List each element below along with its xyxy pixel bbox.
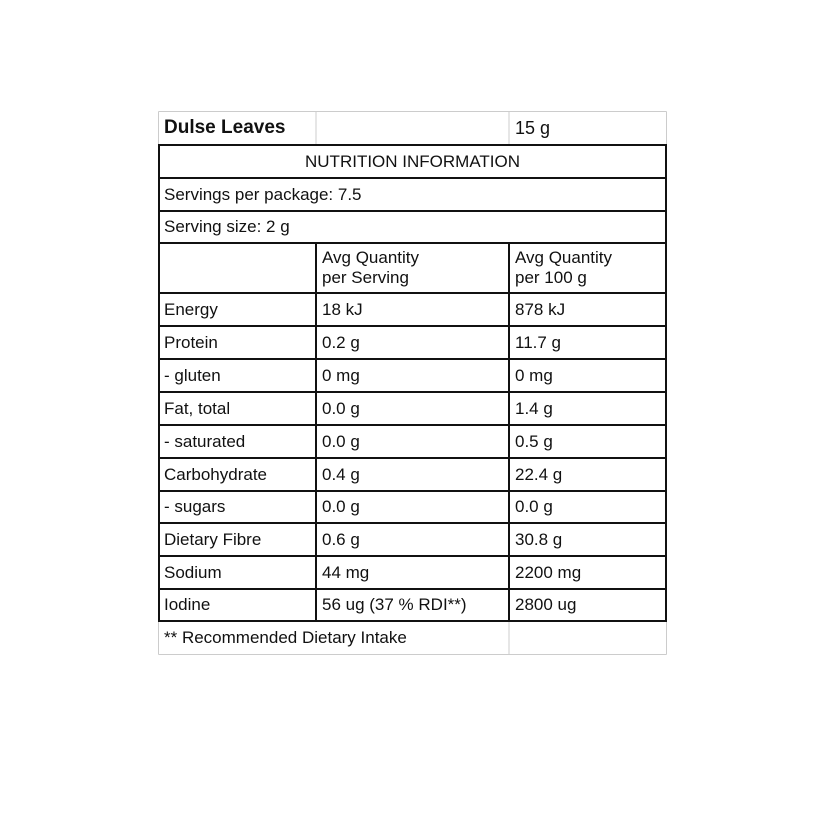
row-label: Protein: [164, 332, 218, 352]
row-per-100g: 878 kJ: [515, 299, 566, 319]
row-label: Dietary Fibre: [164, 529, 262, 549]
row-label: - gluten: [164, 365, 221, 385]
row-per-serving: 0.2 g: [322, 332, 360, 352]
row-per-100g: 2200 mg: [515, 562, 582, 582]
row-per-serving: 44 mg: [322, 562, 370, 582]
row-per-100g: 0.5 g: [515, 431, 553, 451]
servings-per-package: Servings per package: 7.5: [164, 184, 362, 204]
row-per-serving: 0.0 g: [322, 497, 360, 516]
row-per-serving: 0 mg: [322, 365, 360, 385]
column-header-per-serving-line2: per Serving: [322, 268, 409, 287]
row-per-serving: 18 kJ: [322, 299, 363, 319]
row-per-serving: 0.4 g: [322, 464, 360, 484]
row-per-100g: 30.8 g: [515, 529, 563, 549]
row-per-100g: 1.4 g: [515, 398, 553, 418]
column-header-per-100g-line2: per 100 g: [515, 268, 587, 287]
row-label: - saturated: [164, 431, 246, 451]
row-per-100g: 0 mg: [515, 365, 553, 385]
serving-size: Serving size: 2 g: [164, 217, 290, 236]
row-label: Energy: [164, 299, 218, 319]
package-weight: 15 g: [515, 118, 551, 138]
column-header-per-100g: [509, 243, 667, 293]
row-label: Iodine: [164, 595, 211, 614]
row-label: Fat, total: [164, 398, 231, 418]
nutrition-panel: [158, 111, 667, 655]
row-per-serving: 0.6 g: [322, 529, 360, 549]
product-name: Dulse Leaves: [164, 117, 286, 138]
column-header-per-serving: [316, 243, 509, 293]
row-label: - sugars: [164, 497, 226, 516]
row-per-serving: 56 ug (37 % RDI**): [322, 595, 467, 614]
row-per-100g: 2800 ug: [515, 595, 577, 614]
footnote: ** Recommended Dietary Intake: [164, 628, 407, 647]
row-per-serving: 0.0 g: [322, 398, 360, 418]
column-header-per-serving-line1: Avg Quantity: [322, 248, 420, 267]
row-per-serving: 0.0 g: [322, 431, 360, 451]
row-label: Carbohydrate: [164, 464, 268, 484]
row-per-100g: 11.7 g: [515, 332, 562, 352]
column-header-per-100g-line1: Avg Quantity: [515, 248, 613, 267]
row-label: Sodium: [164, 562, 222, 582]
row-per-100g: 0.0 g: [515, 497, 553, 516]
panel-heading: NUTRITION INFORMATION: [305, 151, 520, 171]
row-per-100g: 22.4 g: [515, 464, 563, 484]
